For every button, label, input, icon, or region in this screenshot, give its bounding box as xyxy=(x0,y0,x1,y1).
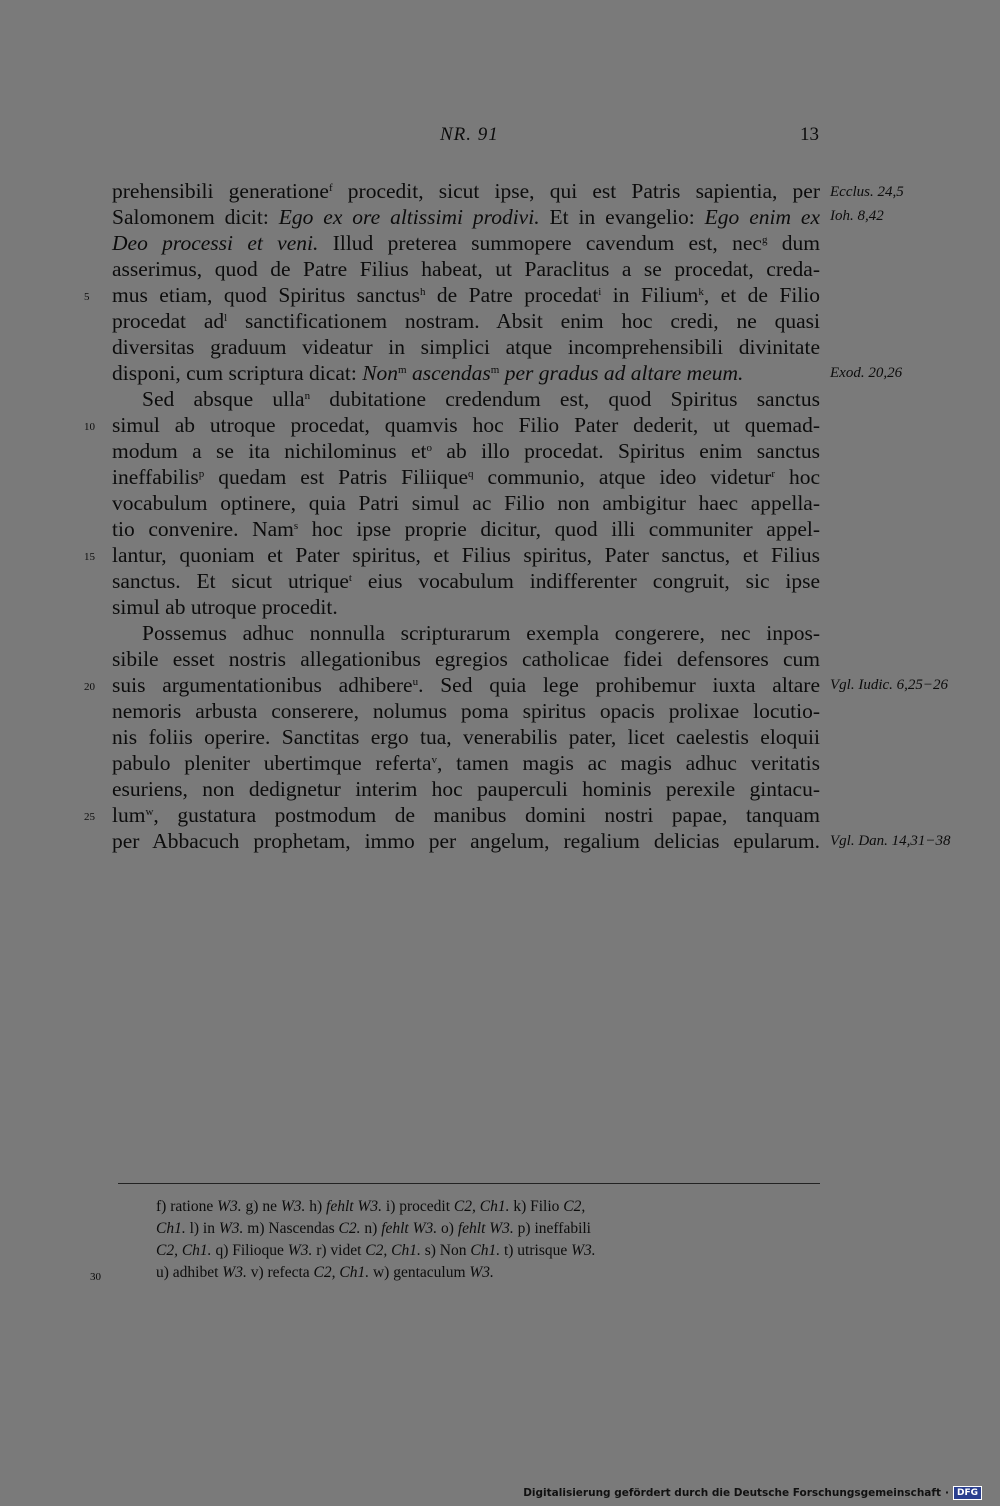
dfg-footer xyxy=(523,1486,982,1500)
text-line-11: modum a se ita nichilominus $et^o$ ab illo procedat. Spiritus enim sanctus xyxy=(112,439,820,463)
footnote-line-3: C2, Ch1. q) Filioque W3. r) videt C2, Ch1. s) Non Ch1. t) utrisque W3. xyxy=(156,1242,596,1259)
text-line-10: simul ab utroque procedat, quamvis hoc Filio Pater dederit, ut quemad- xyxy=(112,413,820,437)
footnote-line-2: Ch1. l) in W3. m) Nascendas C2. n) fehlt W3. o) fehlt W3. p) ineffabili xyxy=(156,1220,591,1237)
text-line-1: prehensibili generatione$^f$ procedit, sicut ipse, qui est Patris sapientia, per xyxy=(112,179,820,203)
dfg-logo-icon: DFG xyxy=(953,1486,982,1500)
line-number-5: 5 xyxy=(84,291,90,303)
text-line-22: nis foliis operire. Sanctitas ergo tua, venerabilis pater, licet caelestis eloquii xyxy=(112,725,820,749)
text-line-3: Deo processi et veni. Illud preterea summopere cavendum est, nec$^g$ dum xyxy=(112,231,820,255)
text-line-15: lantur, quoniam et Pater spiritus, et Filius spiritus, Pater sanctus, et Filius xyxy=(112,543,820,567)
margin-ref-ecclus: Ecclus. 24,5 xyxy=(830,184,904,200)
footnote-rule xyxy=(118,1183,820,1184)
running-header-title: NR. 91 xyxy=(440,124,499,145)
footnote-line-1: f) ratione W3. g) ne W3. h) fehlt W3. i) procedit C2, Ch1. k) Filio C2, xyxy=(156,1198,586,1215)
page-number: 13 xyxy=(800,124,819,145)
text-line-17: simul ab utroque procedit. xyxy=(112,595,338,619)
line-number-20: 20 xyxy=(84,681,95,693)
separator-dot: · xyxy=(944,1487,949,1499)
footnote-line-4: u) adhibet W3. v) refecta C2, Ch1. w) gentaculum W3. xyxy=(156,1264,494,1281)
text-line-21: nemoris arbusta conserere, nolumus poma spiritus opacis prolixae locutio- xyxy=(112,699,820,723)
text-line-5: mus etiam, quod Spiritus sanctus$^h$ de Patre procedat$^i$ in Filium$^k$, et de Filio xyxy=(112,283,821,307)
text-line-13: vocabulum optinere, quia Patri simul ac Filio non ambigitur haec appella- xyxy=(112,491,820,515)
text-line-25: lum$^w$, gustatura postmodum de manibus domini nostri papae, tanquam xyxy=(112,803,820,827)
text-line-8: disponi, cum scriptura dicat: Non$^m$ ascendas$^m$ per gradus ad altare meum. xyxy=(112,361,744,385)
text-line-9: Sed absque ulla$^n$ dubitatione credendum est, quod Spiritus sanctus xyxy=(142,387,820,411)
text-line-12: ineffabilis$^p$ quedam est Patris Filiique$^q$ communio, atque ideo videtur$^r$ hoc xyxy=(112,465,821,489)
text-line-4: asserimus, quod de Patre Filius habeat, ut Paraclitus a se procedat, creda- xyxy=(112,257,820,281)
text-line-19: sibile esset nostris allegationibus egregios catholicae fidei defensores cum xyxy=(112,647,820,671)
text-line-6: procedat $ad^l$ sanctificationem nostram. Absit enim hoc credi, ne quasi xyxy=(112,309,820,333)
footer-text: Digitalisierung gefördert durch die Deutsche Forschungsgemeinschaft xyxy=(523,1487,941,1499)
text-line-26: per Abbacuch prophetam, immo per angelum, regalium delicias epularum. xyxy=(112,829,820,853)
text-line-23: pabulo pleniter ubertimque referta$^v$, tamen magis ac magis adhuc veritatis xyxy=(112,751,821,775)
line-number-10: 10 xyxy=(84,421,95,433)
line-number-25: 25 xyxy=(84,811,95,823)
margin-ref-iudic: Vgl. Iudic. 6,25−26 xyxy=(830,677,949,693)
line-number-15: 15 xyxy=(84,551,95,563)
margin-ref-exod: Exod. 20,26 xyxy=(830,365,903,381)
text-line-20: suis argumentationibus adhibere$^u$. Sed quia lege prohibemur iuxta altare xyxy=(112,673,821,697)
text-line-24: esuriens, non dedignetur interim hoc pauperculi hominis perexile gintacu- xyxy=(112,777,820,801)
text-line-7: diversitas graduum videatur in simplici atque incomprehensibili divinitate xyxy=(112,335,820,359)
text-line-18: Possemus adhuc nonnulla scripturarum exempla congerere, nec inpos- xyxy=(142,621,820,645)
margin-ref-ioh: Ioh. 8,42 xyxy=(830,208,884,224)
margin-ref-dan: Vgl. Dan. 14,31−38 xyxy=(830,833,951,849)
text-line-2: Salomonem dicit: Ego ex ore altissimi prodivi. Et in evangelio: Ego enim ex xyxy=(112,205,820,229)
text-line-14: tio convenire. Nam$^s$ hoc ipse proprie dicitur, quod illi communiter appel- xyxy=(112,517,820,541)
text-line-16: sanctus. Et sicut utrique$^t$ eius vocabulum indifferenter congruit, sic ipse xyxy=(112,569,820,593)
line-number-30: 30 xyxy=(90,1271,101,1283)
